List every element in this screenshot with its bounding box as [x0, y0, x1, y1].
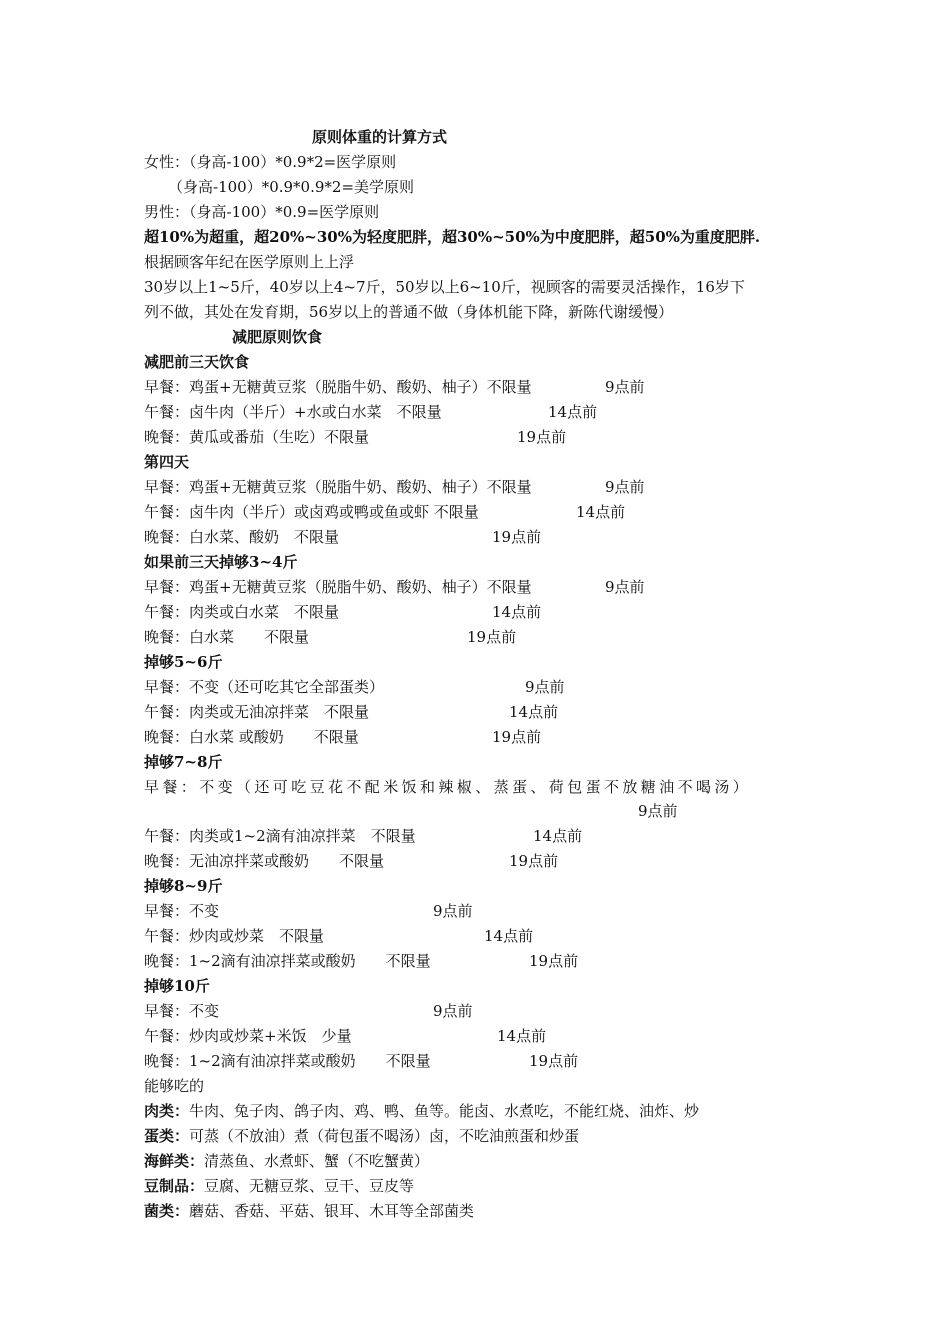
food-row: [144, 1150, 429, 1172]
meal-time: 14点前: [484, 927, 534, 945]
meal-line: 晚餐：1~2滴有油凉拌菜或酸奶 不限量: [144, 952, 431, 970]
section-heading: 第四天: [144, 453, 190, 471]
meal-time: 19点前: [467, 628, 517, 646]
obesity-note: 超10%为超重，超20%~30%为轻度肥胖，超30%~50%为中度肥胖，超50%为重度肥胖.: [144, 228, 761, 246]
food-items: 牛肉、兔子肉、鸽子肉、鸡、鸭、鱼等。能卤、水煮吃，不能红烧、油炸、炒: [189, 1102, 700, 1120]
male-label: 男性：: [144, 203, 190, 221]
age-note-3: 列不做，其处在发育期，56岁以上的普通不做（身体机能下降，新陈代谢缓慢）: [144, 303, 674, 321]
section-heading: 掉够7~8斤: [144, 753, 223, 771]
meal-time: 14点前: [492, 603, 542, 621]
food-category: 菌类：: [144, 1202, 190, 1220]
meal-line: 午餐：肉类或1~2滴有油凉拌菜 不限量: [144, 827, 416, 845]
section-heading: 掉够5~6斤: [144, 653, 223, 671]
food-items: 豆腐、无糖豆浆、豆干、豆皮等: [204, 1177, 415, 1195]
food-items: 蘑菇、香菇、平菇、银耳、木耳等全部菌类: [189, 1202, 475, 1220]
section-heading: 如果前三天掉够3~4斤: [144, 553, 298, 571]
meal-line: 晚餐：白水菜 不限量: [144, 628, 310, 646]
meal-time: 9点前: [638, 802, 678, 820]
female-beauty-formula: （身高-100）*0.9*0.9*2=美学原则: [168, 178, 415, 196]
food-category: 豆制品：: [144, 1177, 205, 1195]
meal-line: 晚餐：1~2滴有油凉拌菜或酸奶 不限量: [144, 1052, 431, 1070]
meal-time: 9点前: [605, 478, 645, 496]
meal-line: 午餐：肉类或无油凉拌菜 不限量: [144, 703, 370, 721]
meal-time: 19点前: [529, 1052, 579, 1070]
meal-time: 14点前: [576, 503, 626, 521]
food-items: 可蒸（不放油）煮（荷包蛋不喝汤）卤，不吃油煎蛋和炒蛋: [189, 1127, 580, 1145]
meal-line: 晚餐：白水菜、酸奶 不限量: [144, 528, 340, 546]
meal-time: 14点前: [548, 403, 598, 421]
meal-line: 午餐：卤牛肉（半斤）或卤鸡或鸭或鱼或虾 不限量: [144, 503, 479, 521]
page-title: 原则体重的计算方式: [312, 128, 448, 146]
meal-time: 9点前: [433, 1002, 473, 1020]
meal-line: 早餐：鸡蛋+无糖黄豆浆（脱脂牛奶、酸奶、柚子）不限量: [144, 578, 532, 596]
male-formula-line: [144, 201, 379, 223]
food-row: [144, 1125, 579, 1147]
section-heading: 减肥前三天饮食: [144, 353, 250, 371]
meal-time: 19点前: [492, 528, 542, 546]
female-formula-line: [144, 151, 396, 173]
meal-time: 19点前: [509, 852, 559, 870]
meal-time: 14点前: [533, 827, 583, 845]
food-row: [144, 1200, 474, 1222]
food-category: 肉类：: [144, 1102, 190, 1120]
meal-time: 9点前: [525, 678, 565, 696]
meal-time: 9点前: [605, 578, 645, 596]
meal-line: 早餐：鸡蛋+无糖黄豆浆（脱脂牛奶、酸奶、柚子）不限量: [144, 378, 532, 396]
female-label: 女性：: [144, 153, 190, 171]
meal-line: 午餐：卤牛肉（半斤）+水或白水菜 不限量: [144, 403, 442, 421]
edible-title: 能够吃的: [144, 1077, 205, 1095]
meal-line: 午餐：肉类或白水菜 不限量: [144, 603, 340, 621]
meal-line: 晚餐：白水菜 或酸奶 不限量: [144, 728, 359, 746]
meal-time: 14点前: [509, 703, 559, 721]
age-note-1: 根据顾客年纪在医学原则上上浮: [144, 253, 355, 271]
meal-line-wrapped: 早餐：不变（还可吃豆花不配米饭和辣椒、蒸蛋、荷包蛋不放糖油不喝汤）: [144, 778, 752, 796]
meal-line: 早餐：不变: [144, 1002, 220, 1020]
meal-line: 晚餐：无油凉拌菜或酸奶 不限量: [144, 852, 385, 870]
section-heading: 掉够8~9斤: [144, 877, 223, 895]
meal-line: 午餐：炒肉或炒菜 不限量: [144, 927, 325, 945]
food-category: 海鲜类：: [144, 1152, 205, 1170]
meal-time: 19点前: [492, 728, 542, 746]
meal-line: 午餐：炒肉或炒菜+米饭 少量: [144, 1027, 352, 1045]
diet-title: 减肥原则饮食: [232, 328, 323, 346]
food-items: 清蒸鱼、水煮虾、蟹（不吃蟹黄）: [204, 1152, 430, 1170]
female-medical-formula: （身高-100）*0.9*2=医学原则: [189, 153, 397, 171]
meal-line: 早餐：不变: [144, 902, 220, 920]
meal-line: 早餐：鸡蛋+无糖黄豆浆（脱脂牛奶、酸奶、柚子）不限量: [144, 478, 532, 496]
male-medical-formula: （身高-100）*0.9=医学原则: [189, 203, 380, 221]
meal-time: 9点前: [433, 902, 473, 920]
age-note-2: 30岁以上1~5斤，40岁以上4~7斤，50岁以上6~10斤，视顾客的需要灵活操作，16岁下: [144, 278, 745, 296]
section-heading: 掉够10斤: [144, 977, 210, 995]
meal-line: 晚餐：黄瓜或番茄（生吃）不限量: [144, 428, 370, 446]
meal-line: 早餐：不变（还可吃其它全部蛋类）: [144, 678, 385, 696]
meal-time: 19点前: [529, 952, 579, 970]
meal-time: 14点前: [497, 1027, 547, 1045]
meal-time: 9点前: [605, 378, 645, 396]
food-row: [144, 1175, 414, 1197]
food-row: [144, 1100, 699, 1122]
food-category: 蛋类：: [144, 1127, 190, 1145]
meal-time: 19点前: [517, 428, 567, 446]
